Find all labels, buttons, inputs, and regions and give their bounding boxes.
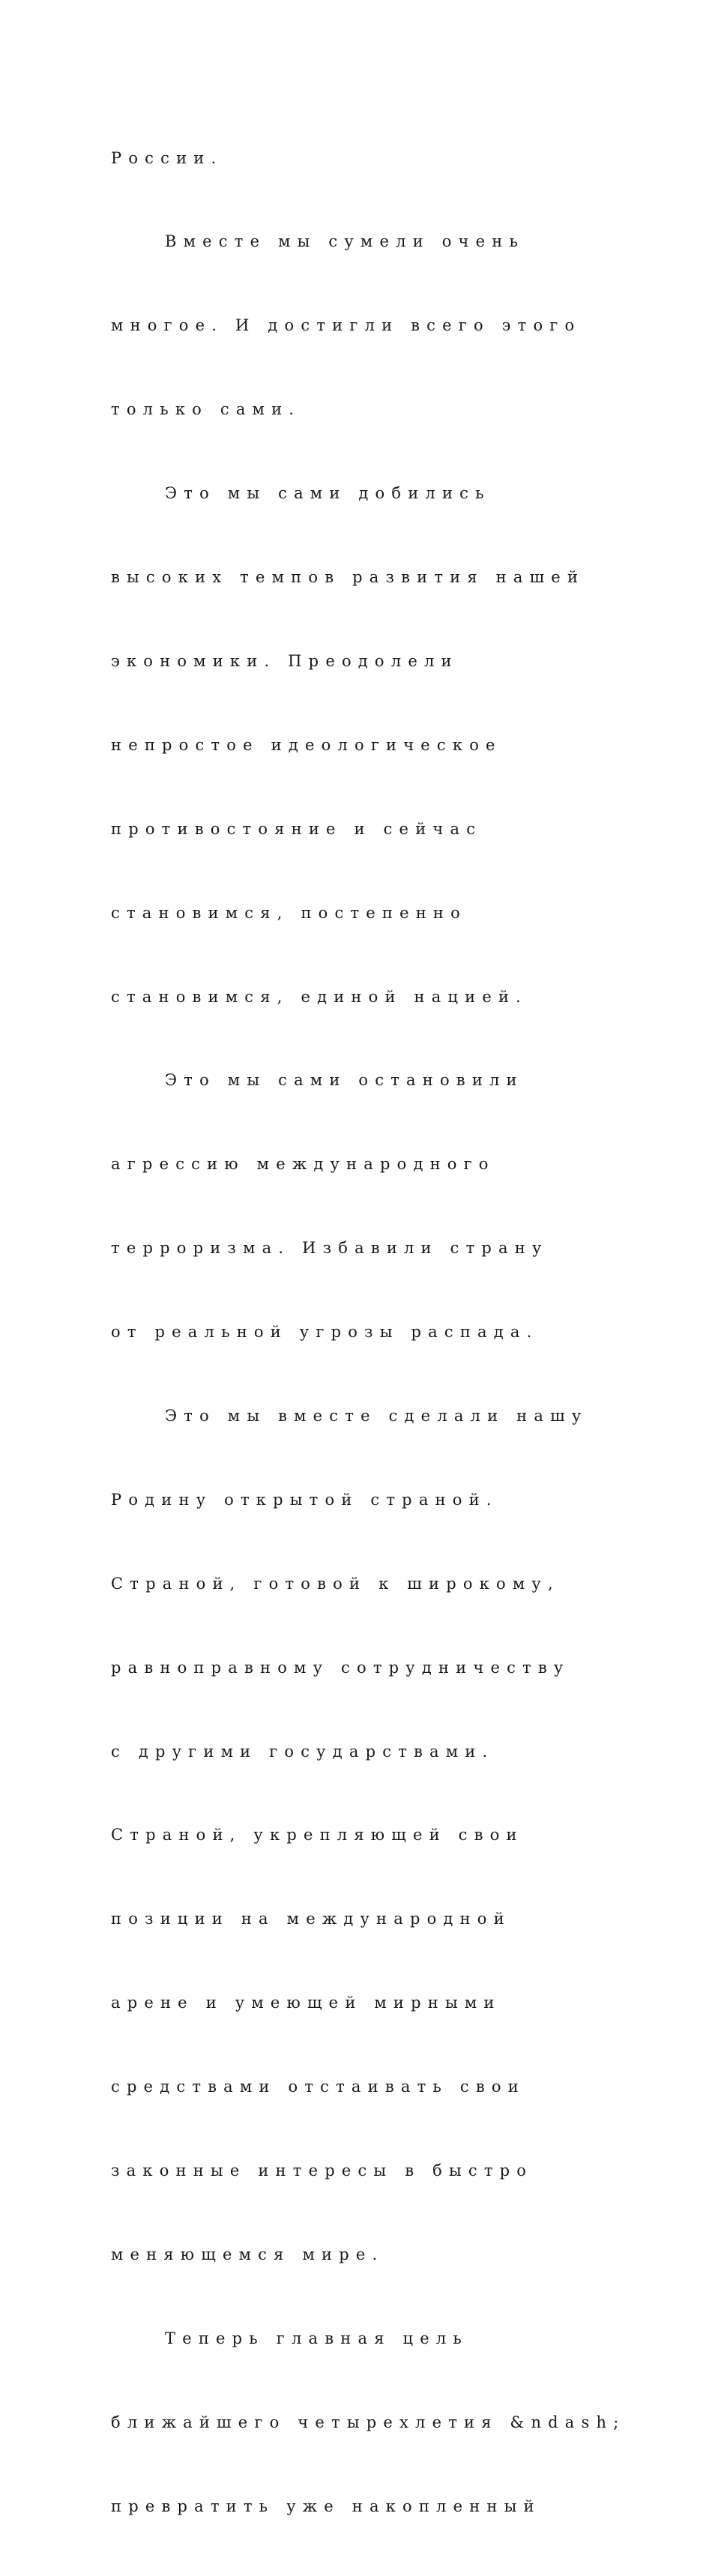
text-line: России. xyxy=(111,148,223,167)
text-line: с другими государствами. xyxy=(111,1742,495,1761)
text-line: становимся, постепенно xyxy=(111,903,467,922)
text-line: равноправному сотрудничеству xyxy=(111,1658,570,1677)
text-line: Это мы сами остановили xyxy=(165,1071,524,1090)
text-line: Это мы сами добились xyxy=(165,484,491,503)
text-line: терроризма. Избавили страну xyxy=(111,1239,549,1258)
text-line: Страной, укрепляющей свои xyxy=(111,1826,524,1844)
text-line: от реальной угрозы распада. xyxy=(111,1323,539,1342)
text-line: только сами. xyxy=(111,400,301,419)
text-line: Это мы вместе сделали нашу xyxy=(165,1406,588,1425)
text-line: законные интересы в быстро xyxy=(111,2161,534,2180)
text-line: превратить уже накопленный xyxy=(111,2497,541,2515)
text-line: многое. И достигли всего этого xyxy=(111,316,582,335)
text-line: ближайшего четырехлетия &ndash; xyxy=(111,2413,626,2431)
text-line: противостояние и сейчас xyxy=(111,819,483,838)
text-line: Вместе мы сумели очень xyxy=(165,232,525,251)
text-line: арене и умеющей мирными xyxy=(111,1994,501,2012)
text-line: агрессию международного xyxy=(111,1155,495,1174)
text-line: экономики. Преодолели xyxy=(111,651,459,670)
text-line: меняющемся мире. xyxy=(111,2245,384,2263)
text-line: становимся, единой нацией. xyxy=(111,987,528,1006)
text-line: непростое идеологическое xyxy=(111,735,502,754)
text-line: Страной, готовой к широкому, xyxy=(111,1574,560,1593)
text-line: Родину открытой страной. xyxy=(111,1490,498,1509)
document-text xyxy=(111,88,636,2576)
text-line: Теперь главная цель xyxy=(165,2329,469,2347)
text-line: средствами отстаивать свои xyxy=(111,2078,525,2096)
text-line: высоких темпов развития нашей xyxy=(111,568,585,587)
text-line: позиции на международной xyxy=(111,1910,511,1928)
